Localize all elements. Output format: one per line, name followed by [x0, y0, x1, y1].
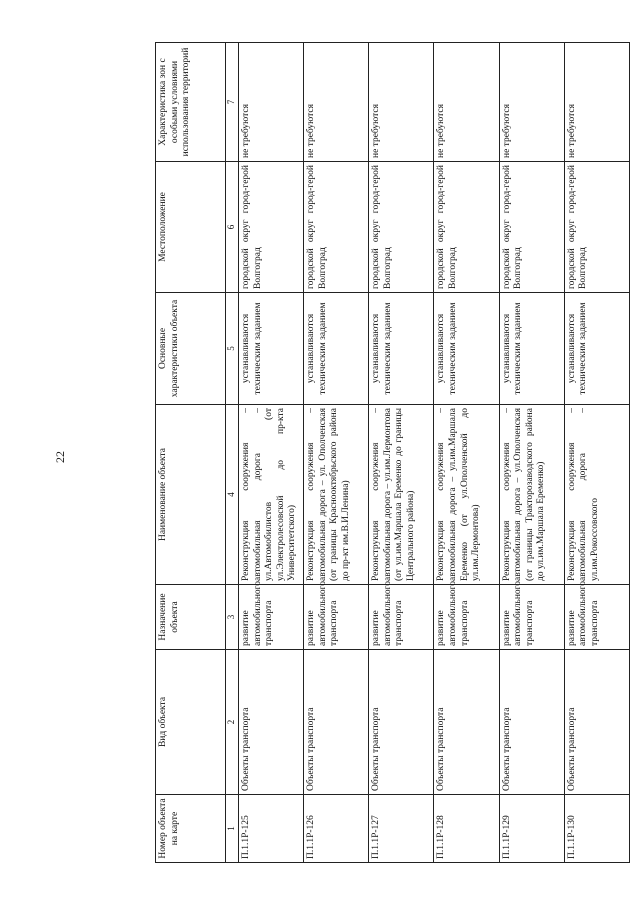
object-location-cell: городской округ город-герой Волгоград [304, 162, 369, 293]
zones-cell: не требуются [434, 43, 499, 162]
object-name-cell: Реконструкция сооружения – автомобильная дорога – ул.им.Рокоссовского [564, 405, 629, 585]
object-purpose-cell: развитие автомобильного транспорта [239, 585, 304, 650]
object-characteristics-cell: устанавливаются техническим заданием [369, 293, 434, 405]
object-number-cell: П.1.1Р-129 [499, 795, 564, 863]
object-number-cell: П.1.1Р-127 [369, 795, 434, 863]
column-number-cell: 1 [226, 795, 239, 863]
object-number-cell: П.1.1Р-125 [239, 795, 304, 863]
object-location-cell: городской округ город-герой Волгоград [369, 162, 434, 293]
object-characteristics-cell: устанавливаются техническим заданием [239, 293, 304, 405]
object-location-cell: городской округ город-герой Волгоград [434, 162, 499, 293]
table-row [564, 43, 629, 863]
object-name-cell: Реконструкция сооружения – автомобильная дорога – ул.Автомобилистов (от ул.Электролесовской до пр-кта Университетского) [239, 405, 304, 585]
object-kind-cell: Объекты транспорта [304, 650, 369, 795]
header-cell: Назначение объекта [156, 585, 226, 650]
object-name-cell: Реконструкция сооружения – автомобильная дорога – ул. Ополченская (от границы Краснооктябрьского района до пр-кт им.В.И.Ленина) [304, 405, 369, 585]
objects-table [155, 42, 630, 863]
column-number-cell: 4 [226, 405, 239, 585]
header-cell: Наименование объекта [156, 405, 226, 585]
object-characteristics-cell: устанавливаются техническим заданием [304, 293, 369, 405]
object-location-cell: городской округ город-герой Волгоград [499, 162, 564, 293]
object-kind-cell: Объекты транспорта [434, 650, 499, 795]
column-number-cell: 2 [226, 650, 239, 795]
zones-cell: не требуются [564, 43, 629, 162]
zones-cell: не требуются [304, 43, 369, 162]
zones-cell: не требуются [499, 43, 564, 162]
page-number: 22 [53, 451, 67, 463]
object-kind-cell: Объекты транспорта [239, 650, 304, 795]
header-cell: Основные характеристики объекта [156, 293, 226, 405]
object-name-cell: Реконструкция сооружения – автомобильная дорога – ул.Ополченская (от границы Тракторозаводского района до ул.им.Маршала Еременко) [499, 405, 564, 585]
object-characteristics-cell: устанавливаются техническим заданием [434, 293, 499, 405]
header-cell: Местоположение [156, 162, 226, 293]
object-characteristics-cell: устанавливаются техническим заданием [499, 293, 564, 405]
object-purpose-cell: развитие автомобильного транспорта [369, 585, 434, 650]
object-characteristics-cell: устанавливаются техническим заданием [564, 293, 629, 405]
object-kind-cell: Объекты транспорта [369, 650, 434, 795]
table-row [369, 43, 434, 863]
column-number-cell: 7 [226, 43, 239, 162]
column-number-cell: 5 [226, 293, 239, 405]
header-cell: Характеристика зон с особыми условиями использования территорий [156, 43, 226, 162]
object-kind-cell: Объекты транспорта [564, 650, 629, 795]
object-purpose-cell: развитие автомобильного транспорта [434, 585, 499, 650]
table-row [239, 43, 304, 863]
object-number-cell: П.1.1Р-130 [564, 795, 629, 863]
column-number-cell: 3 [226, 585, 239, 650]
object-kind-cell: Объекты транспорта [499, 650, 564, 795]
object-location-cell: городской округ город-герой Волгоград [239, 162, 304, 293]
object-number-cell: П.1.1Р-126 [304, 795, 369, 863]
column-number-row [226, 43, 239, 863]
zones-cell: не требуются [369, 43, 434, 162]
object-purpose-cell: развитие автомобильного транспорта [564, 585, 629, 650]
object-purpose-cell: развитие автомобильного транспорта [499, 585, 564, 650]
table-row [304, 43, 369, 863]
object-location-cell: городской округ город-герой Волгоград [564, 162, 629, 293]
table-rotated-container [155, 43, 630, 863]
object-name-cell: Реконструкция сооружения – автомобильная дорога – ул.им.Лермонтова (от ул.им.Маршала Еременко до границы Центрального района) [369, 405, 434, 585]
column-number-cell: 6 [226, 162, 239, 293]
header-cell: Номер объекта на карте [156, 795, 226, 863]
table-header-row [156, 43, 226, 863]
zones-cell: не требуются [239, 43, 304, 162]
table-row [499, 43, 564, 863]
object-purpose-cell: развитие автомобильного транспорта [304, 585, 369, 650]
object-number-cell: П.1.1Р-128 [434, 795, 499, 863]
table-row [434, 43, 499, 863]
object-name-cell: Реконструкция сооружения – автомобильная дорога – ул.им.Маршала Еременко (от ул.Ополченской до ул.им.Лермонтова) [434, 405, 499, 585]
header-cell: Вид объекта [156, 650, 226, 795]
